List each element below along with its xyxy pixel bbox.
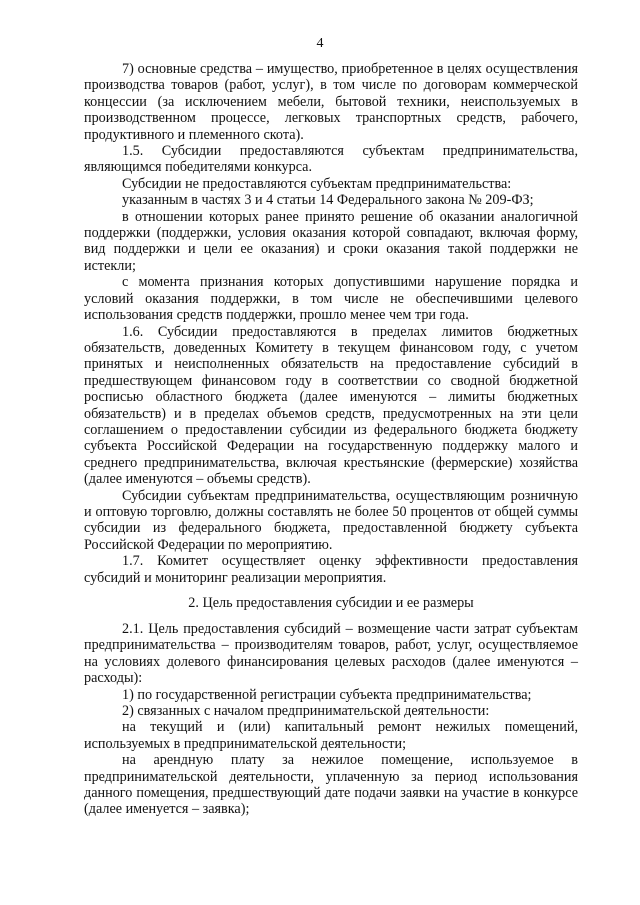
paragraph: 1.7. Комитет осуществляет оценку эффективности предоставления субсидий и мониторинг реализации мероприятия. <box>84 553 578 586</box>
paragraph: на арендную плату за нежилое помещение, используемое в предпринимательской деятельности, уплаченную за период использования данного помещения, предшествующий дате подачи заявки на участие в конкурсе (далее именуется – заявка); <box>84 752 578 818</box>
paragraph: 2) связанных с началом предпринимательской деятельности: <box>122 703 490 720</box>
paragraph: с момента признания которых допустившими нарушение порядка и условий оказания поддержки, в том числе не обеспечившими целевого использования средств поддержки, прошло менее чем три года. <box>84 274 578 324</box>
paragraph: 1.5. Субсидии предоставляются субъектам предпринимательства, являющимся победителями конкурса. <box>84 143 578 176</box>
paragraph: на текущий и (или) капитальный ремонт нежилых помещений, используемых в предпринимательской деятельности; <box>84 719 578 752</box>
paragraph: Субсидии субъектам предпринимательства, осуществляющим розничную и оптовую торговлю, должны составлять не более 50 процентов от общей суммы субсидии из федерального бюджета, предоставленной бюджету субъекта Российской Федерации по мероприятию. <box>84 487 578 553</box>
paragraph: в отношении которых ранее принято решение об оказании аналогичной поддержки (поддержки, условия оказания которой совпадают, включая форму, вид поддержки и цели ее оказания) и сроки оказания такой поддержки не истекли; <box>84 208 578 274</box>
paragraph: Субсидии не предоставляются субъектам предпринимательства: <box>122 175 512 192</box>
document-body <box>84 61 578 818</box>
paragraph: 1) по государственной регистрации субъекта предпринимательства; <box>122 686 532 703</box>
paragraph: указанным в частях 3 и 4 статьи 14 Федерального закона № 209-ФЗ; <box>122 192 534 209</box>
paragraph: 7) основные средства – имущество, приобретенное в целях осуществления производства товаров (работ, услуг), в том числе по договорам коммерческой концессии (за исключением мебели, бытовой техники, неиспользуемых в производственном процессе, легковых транспортных средств, рабочего, продуктивного и племенного скота). <box>84 61 578 143</box>
paragraph: 2.1. Цель предоставления субсидий – возмещение части затрат субъектам предпринимательства – производителям товаров, работ, услуг, осуществляемое на условиях долевого финансирования целевых расходов (далее именуются – расходы): <box>84 621 578 687</box>
page-number: 4 <box>316 36 324 51</box>
section-heading: 2. Цель предоставления субсидии и ее размеры <box>188 595 474 611</box>
paragraph: 1.6. Субсидии предоставляются в пределах лимитов бюджетных обязательств, доведенных Комитету в текущем финансовом году, с учетом принятых и неисполненных обязательств на предоставление субсидий в предшествующем финансовом году в соответствии со сводной бюджетной росписью областного бюджета (далее именуются – лимиты бюджетных обязательств) и в пределах объемов средств, предусмотренных на эти цели соглашением о предоставлении субсидии из федерального бюджета бюджету субъекта Российской Федерации на государственную поддержку малого и среднего предпринимательства, включая крестьянские (фермерские) хозяйства (далее именуются – объемы средств). <box>84 323 578 488</box>
